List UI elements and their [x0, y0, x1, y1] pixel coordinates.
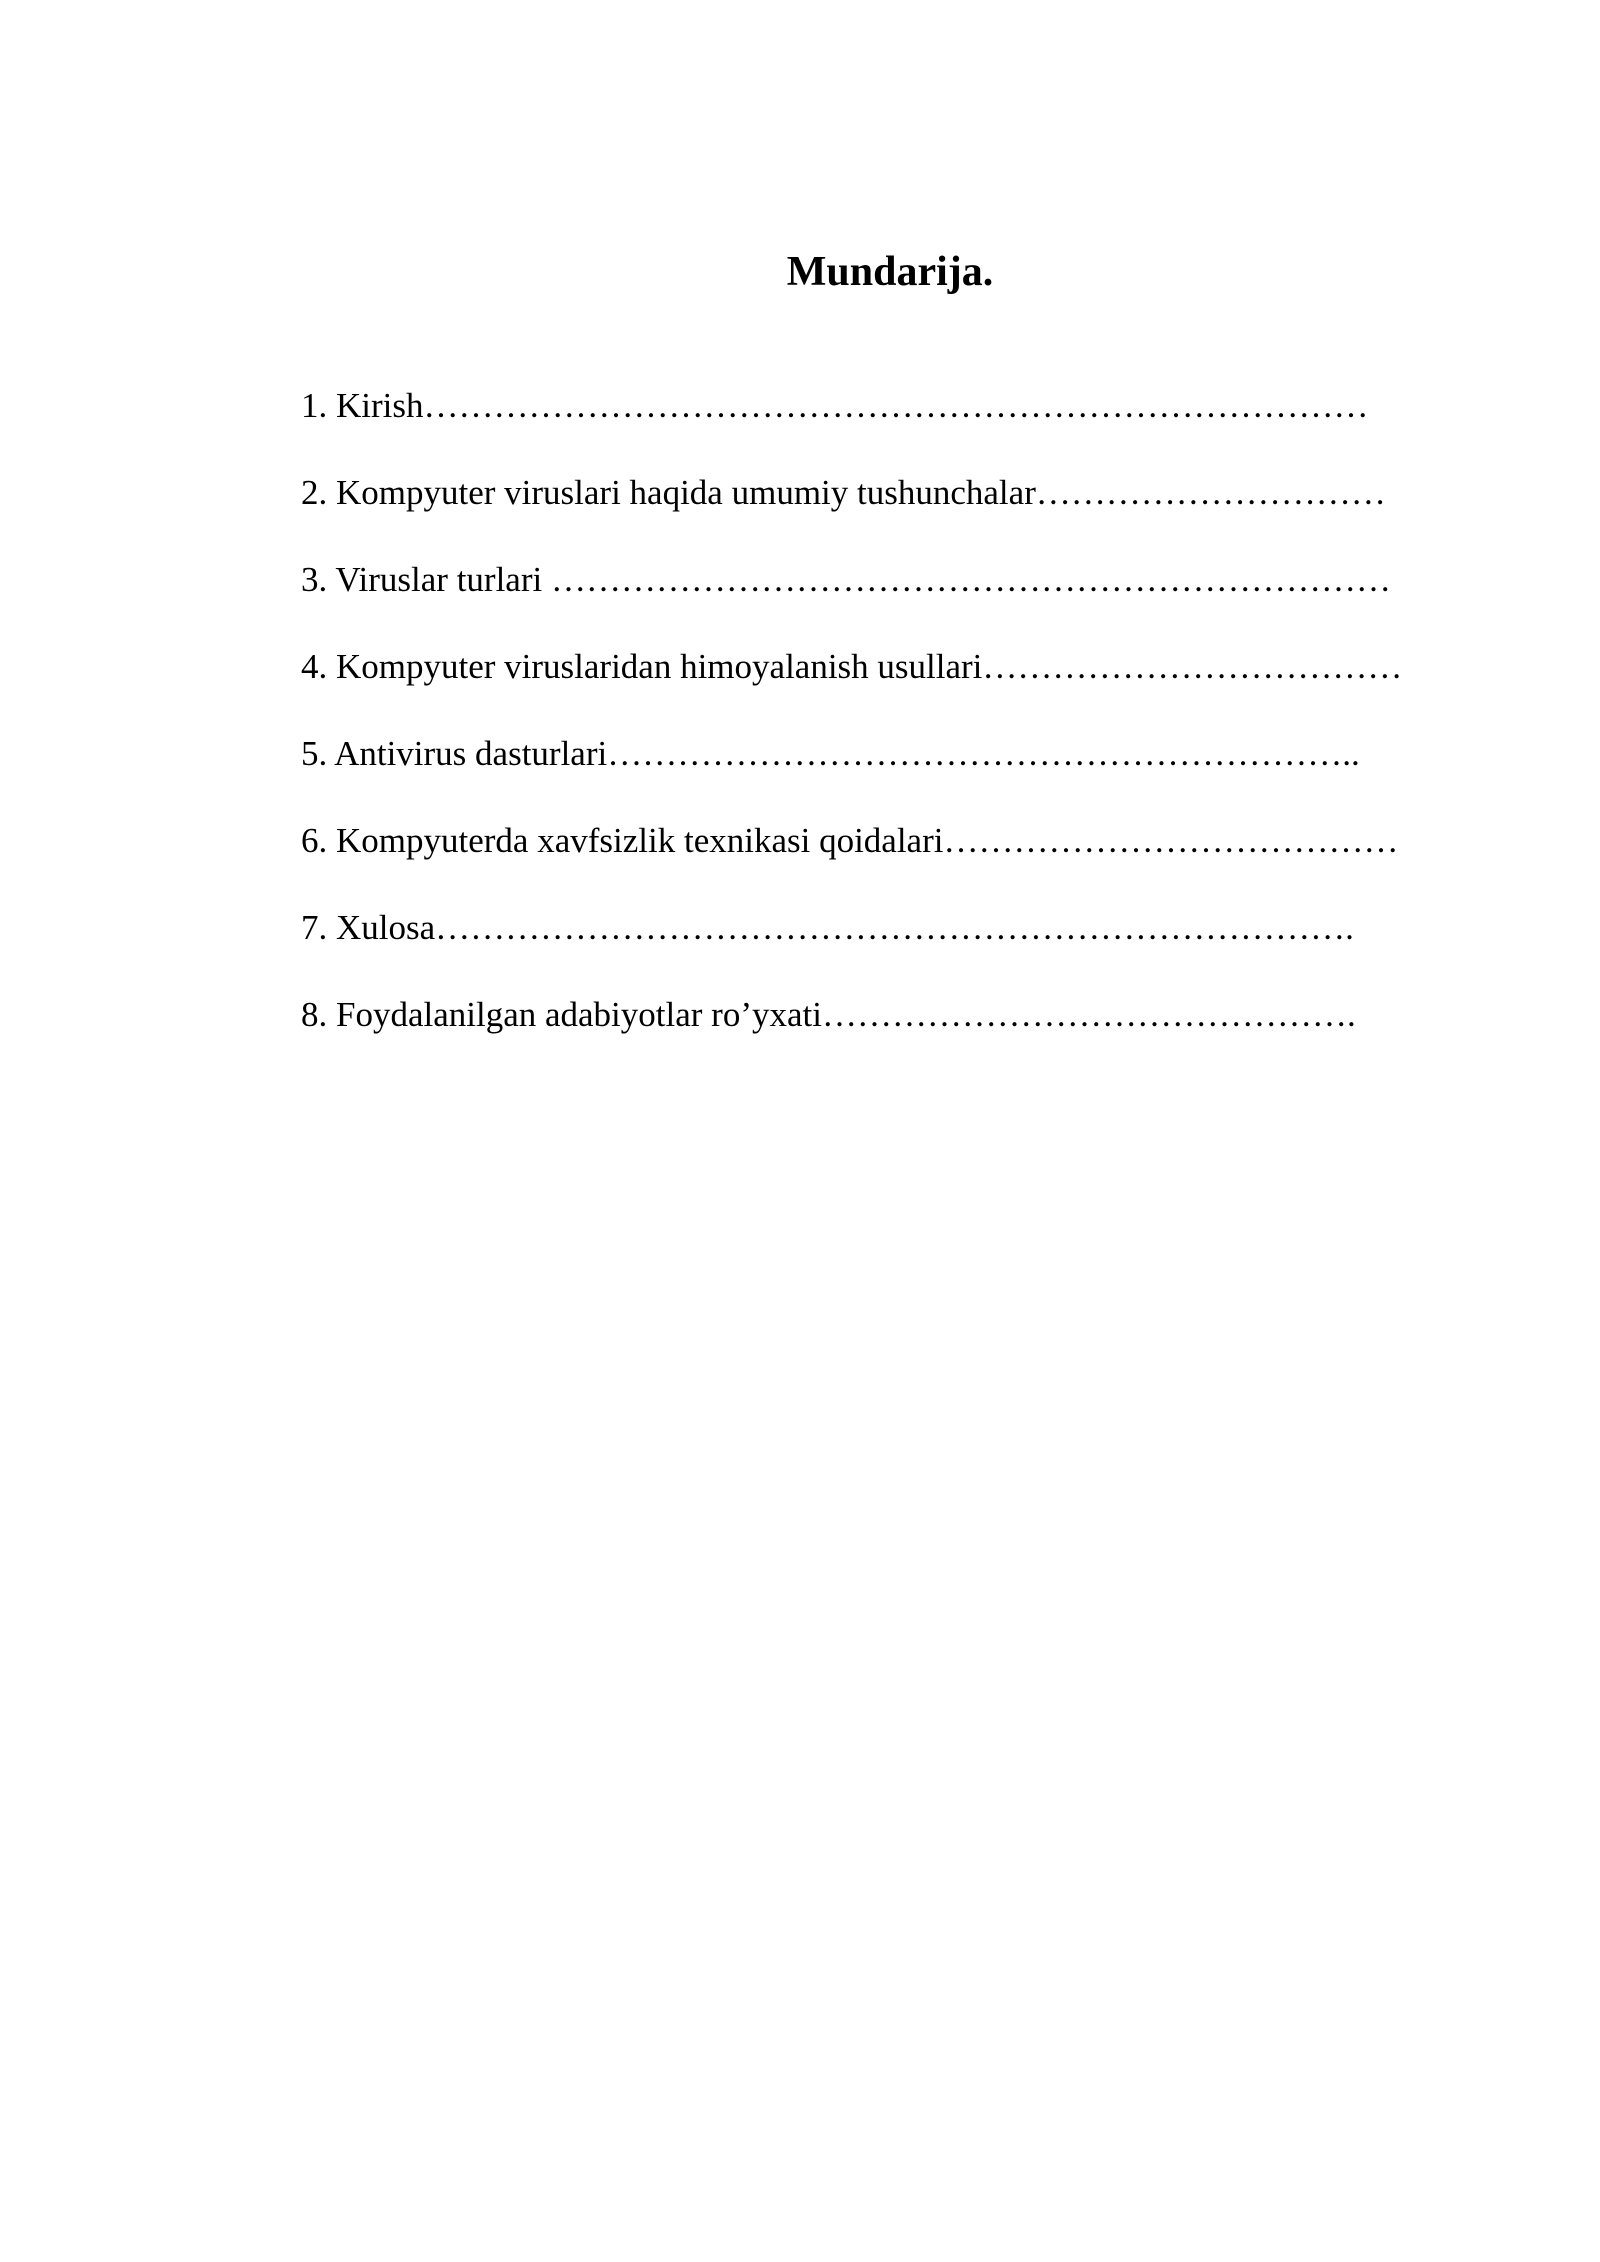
toc-item-umumiy-tushunchalar: 2. Kompyuter viruslari haqida umumiy tushunchalar………………………… [301, 473, 1386, 512]
page-title [0, 244, 1600, 300]
toc-item-xulosa: 7. Xulosa……………………………………………………………………. [301, 908, 1354, 947]
toc-item-himoyalanish-usullari: 4. Kompyuter viruslaridan himoyalanish usullari……………………………… [301, 647, 1403, 686]
page-title-text: Mundarija. [786, 249, 994, 295]
toc-item-xavfsizlik-qoidalari: 6. Kompyuterda xavfsizlik texnikasi qoidalari………………………………… [301, 821, 1399, 860]
table-of-contents [301, 382, 1541, 1078]
toc-item-viruslar-turlari: 3. Viruslar turlari ……………………………………………………………… [301, 560, 1391, 599]
toc-item-kirish: 1. Kirish……………………………………………………………………… [301, 386, 1369, 425]
toc-item-antivirus-dasturlari: 5. Antivirus dasturlari……………………………………………………….. [301, 734, 1360, 773]
toc-item-adabiyotlar: 8. Foydalanilgan adabiyotlar ro’yxati………………………………………. [301, 995, 1356, 1034]
